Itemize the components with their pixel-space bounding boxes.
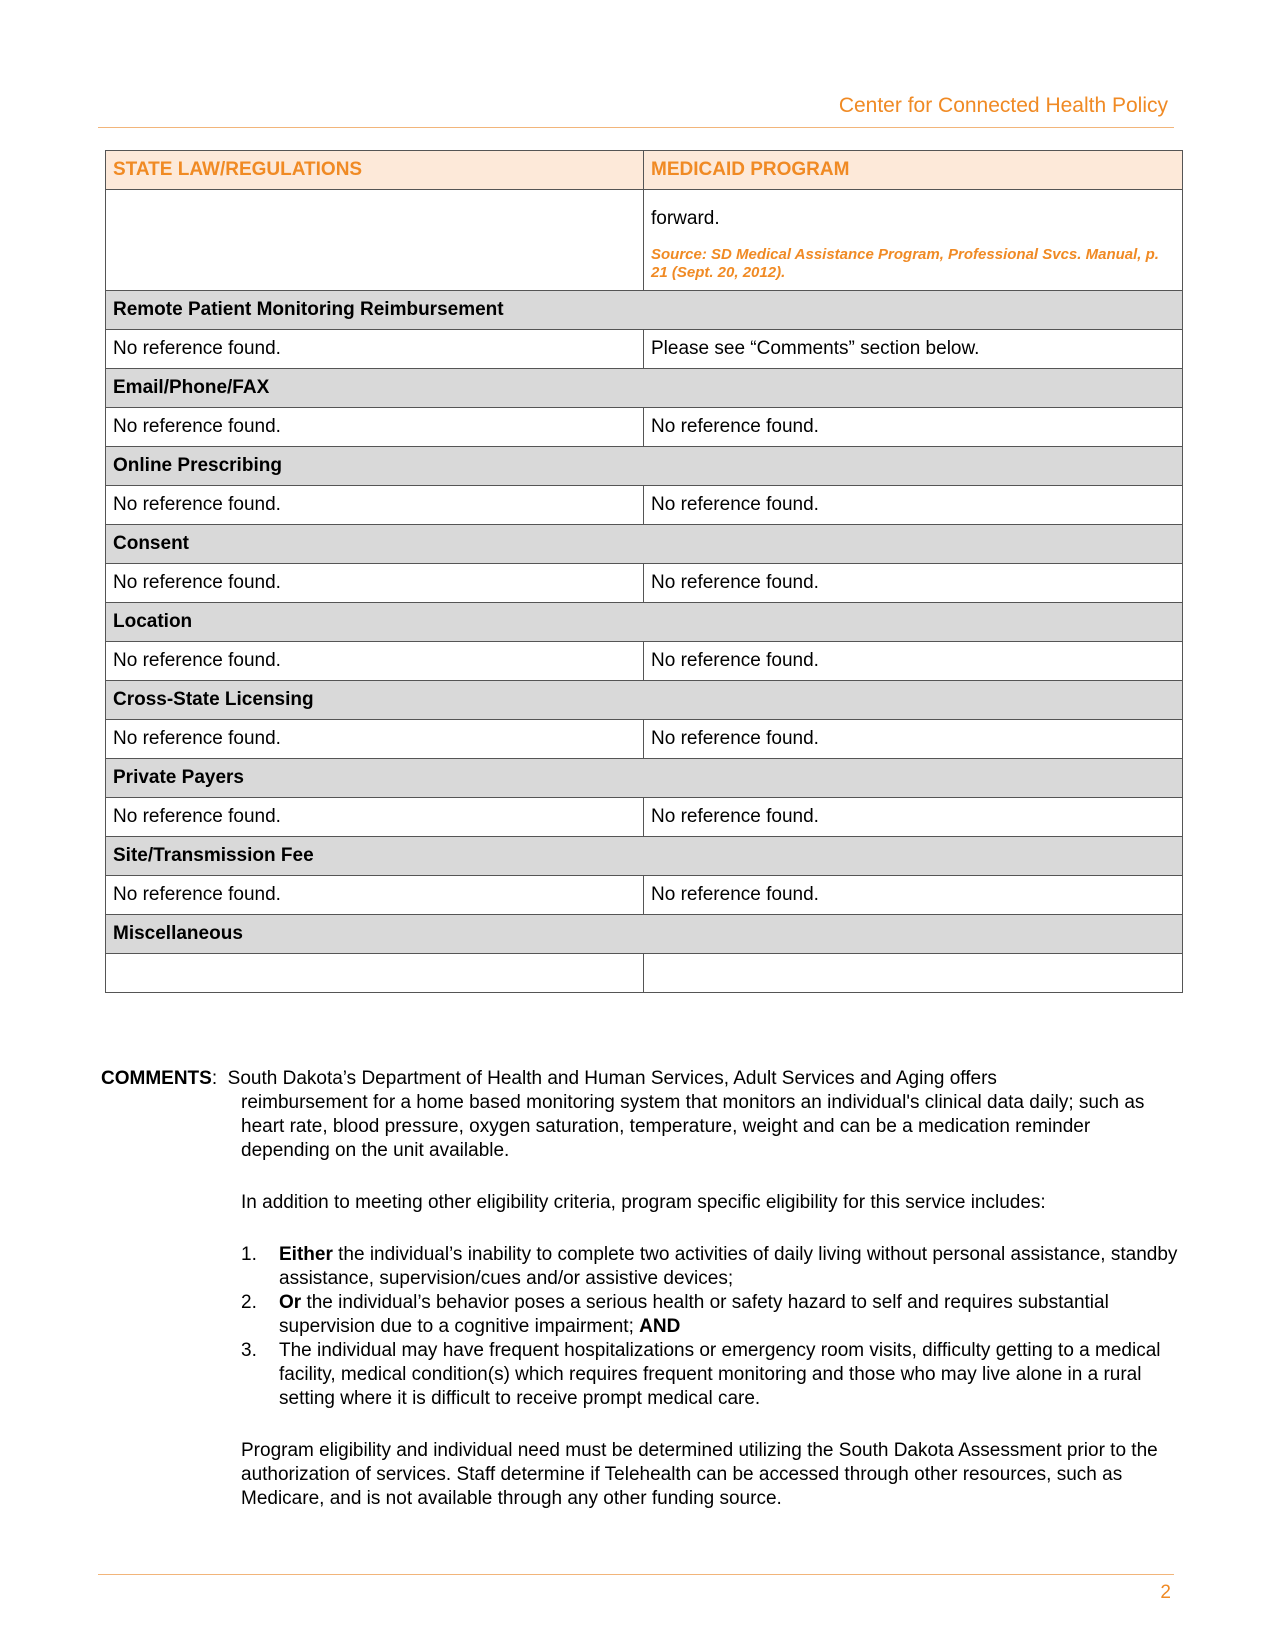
section-title: Private Payers	[106, 759, 1183, 798]
section-header-row	[106, 837, 1183, 876]
section-title: Miscellaneous	[106, 915, 1183, 954]
section-header-row	[106, 525, 1183, 564]
section-value-row	[106, 954, 1183, 993]
section-title: Email/Phone/FAX	[106, 369, 1183, 408]
state-law-cell: No reference found.	[106, 798, 644, 837]
section-value-row	[106, 876, 1183, 915]
source-citation: Source: SD Medical Assistance Program, Professional Svcs. Manual, p. 21 (Sept. 20, 2012).	[651, 245, 1159, 281]
section-title: Site/Transmission Fee	[106, 837, 1183, 876]
carryover-text: forward.	[651, 207, 720, 229]
section-header-row	[106, 369, 1183, 408]
comments-line1: South Dakota’s Department of Health and Human Services, Adult Services and Aging offers	[227, 1068, 997, 1089]
criteria-lead: Either	[279, 1244, 333, 1265]
section-value-row	[106, 720, 1183, 759]
section-header-row	[106, 603, 1183, 642]
state-law-cell: No reference found.	[106, 720, 644, 759]
section-value-row	[106, 408, 1183, 447]
medicaid-cell: Please see “Comments” section below.	[644, 330, 1183, 369]
state-law-cell: No reference found.	[106, 486, 644, 525]
criteria-item	[241, 1339, 1181, 1411]
carryover-medicaid	[644, 190, 1183, 291]
section-header-row	[106, 915, 1183, 954]
section-header-row	[106, 681, 1183, 720]
criteria-item	[241, 1243, 1181, 1291]
state-law-cell: No reference found.	[106, 330, 644, 369]
section-header-row	[106, 291, 1183, 330]
header-rule	[98, 127, 1174, 128]
criteria-number: 2.	[241, 1292, 257, 1313]
comments-section	[101, 1067, 1181, 1511]
section-title: Online Prescribing	[106, 447, 1183, 486]
medicaid-cell: No reference found.	[644, 642, 1183, 681]
criteria-number: 3.	[241, 1340, 257, 1361]
section-value-row	[106, 564, 1183, 603]
section-value-row	[106, 642, 1183, 681]
section-value-row	[106, 798, 1183, 837]
page-number: 2	[1160, 1582, 1171, 1603]
section-title: Consent	[106, 525, 1183, 564]
state-law-cell: No reference found.	[106, 564, 644, 603]
eligibility-criteria-list	[241, 1243, 1181, 1411]
criteria-tail: AND	[639, 1316, 681, 1337]
carryover-row	[106, 190, 1183, 291]
medicaid-cell: No reference found.	[644, 720, 1183, 759]
policy-table	[105, 150, 1183, 993]
medicaid-cell: No reference found.	[644, 564, 1183, 603]
comments-intro: COMMENTS: South Dakota’s Department of Health and Human Services, Adult Services and Aging offers	[101, 1068, 997, 1089]
section-value-row	[106, 486, 1183, 525]
section-value-row	[106, 330, 1183, 369]
state-law-cell	[106, 954, 644, 993]
footer-rule	[98, 1574, 1174, 1575]
comments-closing: Program eligibility and individual need must be determined utilizing the South Dakota Assessment prior to the authorization of services. Staff determine if Telehealth can be accessed through other resources, such as Medicare, and is not available through any other funding source.	[241, 1440, 1158, 1509]
medicaid-cell: No reference found.	[644, 408, 1183, 447]
criteria-text: the individual’s inability to complete two activities of daily living without personal assistance, standby assistance, supervision/cues and/or assistive devices;	[279, 1244, 1178, 1289]
criteria-number: 1.	[241, 1244, 257, 1265]
comments-label: COMMENTS	[101, 1068, 212, 1089]
table-header-row	[106, 151, 1183, 190]
medicaid-cell: No reference found.	[644, 876, 1183, 915]
comments-body: reimbursement for a home based monitoring system that monitors an individual's clinical data daily; such as heart rate, blood pressure, oxygen saturation, temperature, weight and can be a medication reminder depending on the unit available.	[241, 1092, 1145, 1161]
state-law-header: STATE LAW/REGULATIONS	[106, 151, 644, 190]
header-organization: Center for Connected Health Policy	[838, 94, 1168, 117]
criteria-lead: Or	[279, 1292, 302, 1313]
criteria-item	[241, 1291, 1181, 1339]
section-title: Location	[106, 603, 1183, 642]
carryover-state-law	[106, 190, 644, 291]
section-header-row	[106, 447, 1183, 486]
section-title: Remote Patient Monitoring Reimbursement	[106, 291, 1183, 330]
state-law-cell: No reference found.	[106, 642, 644, 681]
medicaid-cell: No reference found.	[644, 486, 1183, 525]
medicaid-cell: No reference found.	[644, 798, 1183, 837]
section-title: Cross-State Licensing	[106, 681, 1183, 720]
state-law-cell: No reference found.	[106, 876, 644, 915]
section-header-row	[106, 759, 1183, 798]
criteria-text: the individual’s behavior poses a serious health or safety hazard to self and requires substantial supervision due to a cognitive impairment;	[279, 1292, 1109, 1337]
medicaid-header: MEDICAID PROGRAM	[644, 151, 1183, 190]
state-law-cell: No reference found.	[106, 408, 644, 447]
medicaid-cell	[644, 954, 1183, 993]
eligibility-intro: In addition to meeting other eligibility criteria, program specific eligibility for this service includes:	[241, 1192, 1046, 1213]
criteria-text: The individual may have frequent hospitalizations or emergency room visits, difficulty getting to a medical facility, medical condition(s) which requires frequent monitoring and those who may live alone in a rural setting where it is difficult to receive prompt medical care.	[279, 1340, 1161, 1409]
